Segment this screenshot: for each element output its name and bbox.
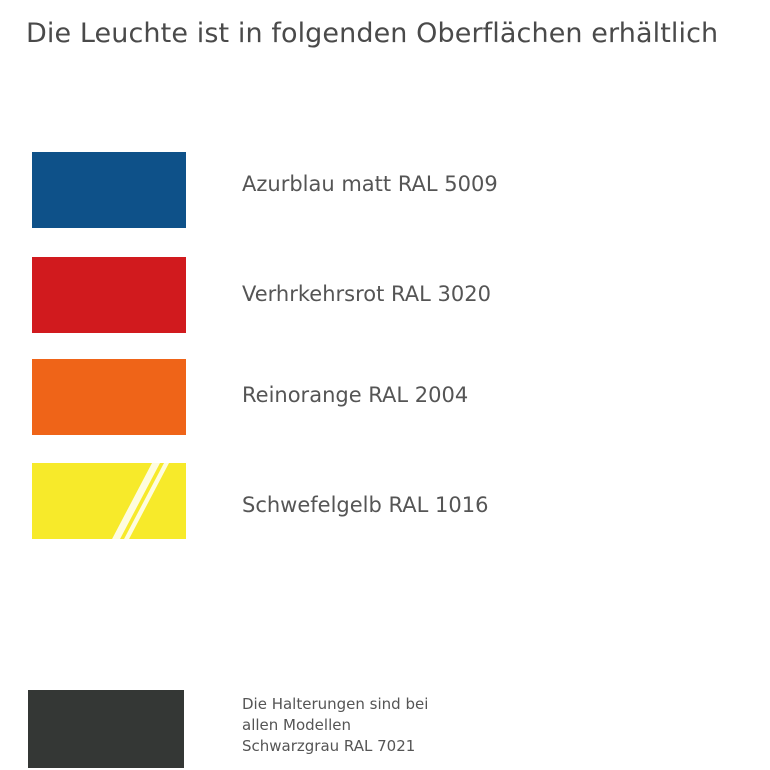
holder-note-line-2: allen Modellen: [242, 716, 351, 734]
label-verkehrsrot: Verhrkehrsrot RAL 3020: [242, 282, 491, 306]
swatch-schwefelgelb: [32, 463, 186, 539]
swatch-schwarzgrau: [28, 690, 184, 768]
swatch-verkehrsrot: [32, 257, 186, 333]
holder-note-line-3: Schwarzgrau RAL 7021: [242, 737, 416, 755]
label-azurblau: Azurblau matt RAL 5009: [242, 172, 498, 196]
swatch-reinorange: [32, 359, 186, 435]
highlight-stripes: [32, 463, 186, 539]
holder-note: [242, 694, 428, 757]
swatch-azurblau: [32, 152, 186, 228]
label-schwefelgelb: Schwefelgelb RAL 1016: [242, 493, 489, 517]
page-title: Die Leuchte ist in folgenden Oberflächen erhältlich: [26, 18, 719, 49]
label-reinorange: Reinorange RAL 2004: [242, 383, 469, 407]
holder-note-line-1: Die Halterungen sind bei: [242, 695, 429, 713]
